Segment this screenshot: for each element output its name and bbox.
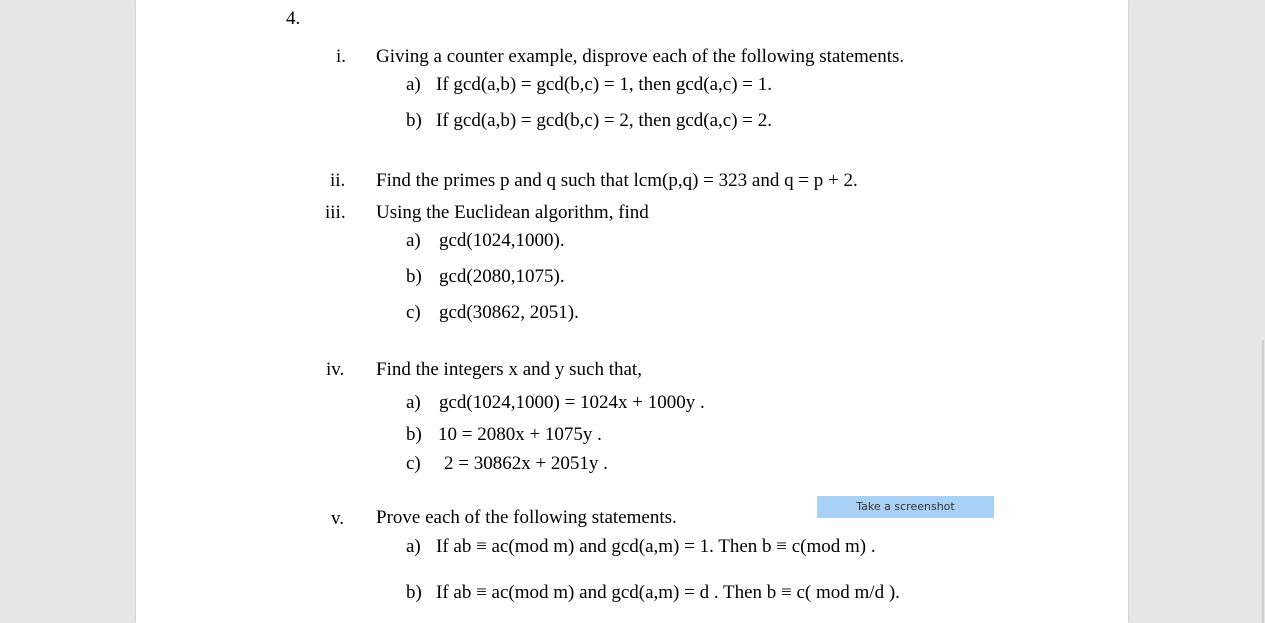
part-i-a-text: If gcd(a,b) = gcd(b,c) = 1, then gcd(a,c) = 1. [436,74,773,95]
part-i-label: i. [336,46,347,67]
part-iv-label: iv. [326,359,345,380]
take-screenshot-button[interactable]: Take a screenshot [817,496,994,518]
part-iii-label: iii. [325,202,346,223]
part-iii-a-label: a) [406,230,421,251]
part-iv-c-label: c) [406,453,421,474]
part-iv-c-text: 2 = 30862x + 2051y . [444,453,608,474]
part-v-b-text: If ab ≡ ac(mod m) and gcd(a,m) = d . Then b ≡ c( mod m/d ). [436,582,900,603]
part-v-text: Prove each of the following statements. [376,507,677,528]
part-v-a-label: a) [406,536,421,557]
part-i-a-label: a) [406,74,421,95]
part-v-a-text: If ab ≡ ac(mod m) and gcd(a,m) = 1. Then b ≡ c(mod m) . [436,536,876,557]
scrollbar-track[interactable] [1262,340,1264,623]
question-number: 4. [286,8,301,29]
part-iv-a-label: a) [406,392,421,413]
part-iii-c-label: c) [406,302,421,323]
part-iv-b-text: 10 = 2080x + 1075y . [438,424,602,445]
part-i-text: Giving a counter example, disprove each of the following statements. [376,46,905,67]
part-iii-c-text: gcd(30862, 2051). [439,302,579,323]
part-iii-b-text: gcd(2080,1075). [439,266,565,287]
part-i-b-label: b) [406,110,422,131]
part-iii-b-label: b) [406,266,422,287]
part-iv-a-text: gcd(1024,1000) = 1024x + 1000y . [439,392,705,413]
part-v-b-label: b) [406,582,422,603]
part-iii-text: Using the Euclidean algorithm, find [376,202,649,223]
part-iv-b-label: b) [406,424,422,445]
part-ii-text: Find the primes p and q such that lcm(p,q) = 323 and q = p + 2. [376,170,858,191]
part-v-label: v. [331,508,345,529]
part-i-b-text: If gcd(a,b) = gcd(b,c) = 2, then gcd(a,c) = 2. [436,110,773,131]
part-ii-label: ii. [330,170,346,191]
part-iii-a-text: gcd(1024,1000). [439,230,565,251]
part-iv-text: Find the integers x and y such that, [376,359,642,380]
